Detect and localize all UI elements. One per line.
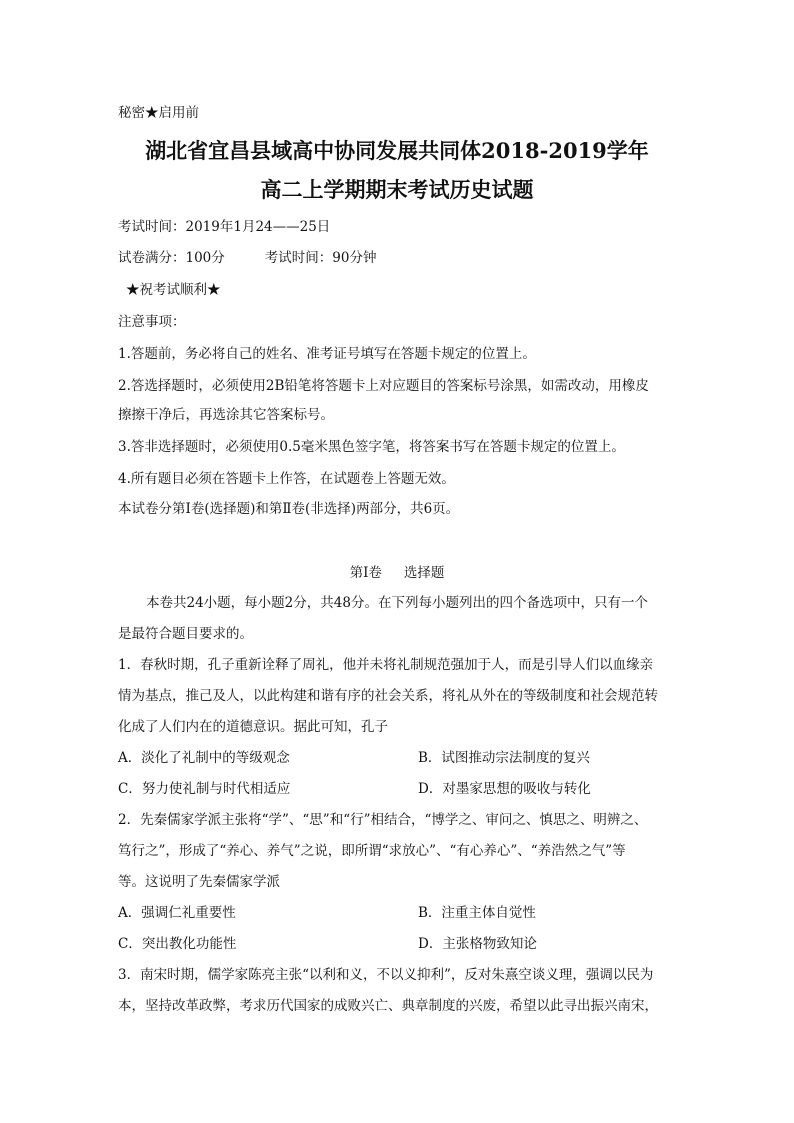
score-duration-row [118, 249, 376, 267]
question-1-option-d: D．对墨家思想的吸收与转化 [418, 781, 591, 797]
question-1-line: 化成了人们内在的道德意识。据此可知，孔子 [118, 719, 388, 735]
question-2-line: 2．先秦儒家学派主张将“学”、“思”和“行”相结合，“博学之、审问之、慎思之、明辨之、 [118, 812, 648, 828]
secrecy-label: 秘密★启用前 [118, 105, 199, 121]
question-1-option-b: B．试图推动宗法制度的复兴 [418, 750, 590, 766]
section-heading [0, 564, 794, 582]
section-intro-line: 是最符合题目要求的。 [118, 626, 253, 642]
question-1-option-c: C．努力使礼制与时代相适应 [118, 781, 291, 797]
question-2-option-b: B．注重主体自觉性 [418, 905, 536, 921]
note-item: 擦擦干净后，再选涂其它答案标号。 [118, 407, 334, 423]
section-intro-line: 本卷共24小题，每小题2分，共48分。在下列每小题列出的四个备选项中，只有一个 [146, 595, 648, 611]
question-2-option-d: D．主张格物致知论 [418, 936, 537, 952]
question-3-line: 3．南宋时期，儒学家陈亮主张“以利和义，不以义抑利”，反对朱熹空谈义理，强调以民为 [118, 967, 654, 983]
question-2-option-c: C．突出教化功能性 [118, 936, 237, 952]
paper-structure-note: 本试卷分第Ⅰ卷(选择题)和第Ⅱ卷(非选择)两部分，共6页。 [118, 501, 460, 517]
question-2-line: 笃行之”，形成了“养心、养气”之说，即所谓“求放心”、“有心养心”、“养浩然之气”等 [118, 843, 626, 859]
question-1-option-a: A．淡化了礼制中的等级观念 [118, 750, 290, 766]
note-item: 1.答题前，务必将自己的姓名、准考证号填写在答题卡规定的位置上。 [118, 346, 536, 362]
exam-title-line2: 高二上学期期末考试历史试题 [260, 177, 534, 202]
good-luck-wish: ★祝考试顺利★ [126, 282, 221, 298]
exam-title-line1: 湖北省宜昌县域高中协同发展共同体2018-2019学年 [145, 138, 649, 163]
question-1-line: 1．春秋时期，孔子重新诠释了周礼，他并未将礼制规范强加于人，而是引导人们以血缘亲 [118, 657, 654, 673]
question-1-line: 情为基点，推己及人，以此构建和谐有序的社会关系，将礼从外在的等级制度和社会规范转 [118, 688, 658, 704]
question-2-line: 等。这说明了先秦儒家学派 [118, 874, 280, 890]
section-label: 第Ⅰ卷 [349, 565, 382, 581]
note-item: 2.答选择题时，必须使用2B铅笔将答题卡上对应题目的答案标号涂黑，如需改动，用橡皮 [118, 378, 649, 394]
exam-date: 考试时间：2019年1月24——25日 [118, 219, 331, 235]
note-item: 4.所有题目必须在答题卡上作答，在试题卷上答题无效。 [118, 471, 455, 487]
question-3-line: 本，坚持改革政弊，考求历代国家的成败兴亡、典章制度的兴废，希望以此寻出振兴南宋， [118, 998, 658, 1014]
exam-duration: 考试时间：90分钟 [264, 250, 377, 266]
note-item: 3.答非选择题时，必须使用0.5毫米黑色签字笔，将答案书写在答题卡规定的位置上。 [118, 439, 625, 455]
notes-heading: 注意事项： [118, 314, 186, 330]
section-name: 选择题 [403, 565, 445, 581]
full-score: 试卷满分：100分 [118, 250, 225, 266]
question-2-option-a: A．强调仁礼重要性 [118, 905, 236, 921]
